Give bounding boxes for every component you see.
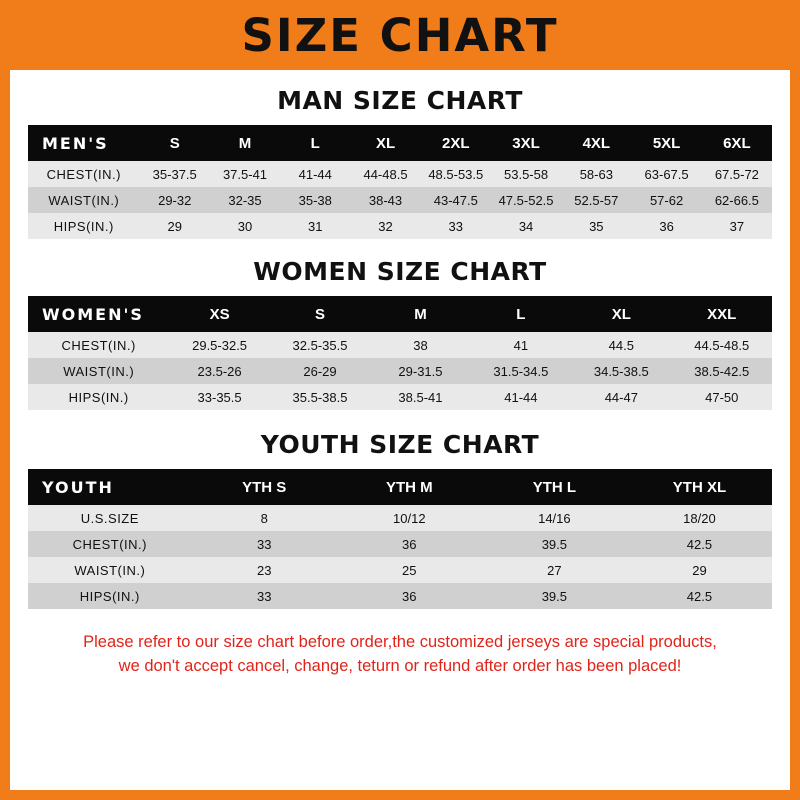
table-row [28,531,772,557]
table-corner-header: MEN'S [28,125,140,161]
page-title: SIZE CHART [241,8,559,62]
table-cell: 43-47.5 [433,192,478,208]
table-cell: 8 [260,510,268,526]
header-band [0,0,800,70]
table-cell: 44.5 [608,337,634,353]
table-cell: 34 [518,218,534,234]
footer-note-line1: Please refer to our size chart before order,the customized jerseys are special products, [83,633,717,651]
table-cell: 33-35.5 [197,389,242,405]
table-cell: 36 [402,588,417,604]
table-cell: 37 [729,218,745,234]
table-cell: 38 [413,337,428,353]
table-cell: 33 [256,536,272,552]
table-row-header: WAIST(IN.) [74,562,146,578]
table-column-header: XL [571,296,671,332]
women-size-table [28,296,772,410]
table-cell: 32 [378,218,393,234]
table-column-header: XL [350,125,420,161]
table-row-header: CHEST(IN.) [61,337,136,353]
table-cell: 39.5 [541,588,568,604]
table-column-header: S [270,296,370,332]
youth-size-table [28,469,772,609]
table-column-header: YTH XL [627,469,772,505]
table-cell: 27 [547,562,562,578]
table-column-header: 3XL [491,125,561,161]
women-table-body [28,332,772,410]
men-table-body [28,161,772,239]
table-row-header: CHEST(IN.) [46,166,121,182]
table-cell: 47-50 [705,389,739,405]
table-cell: 25 [402,562,417,578]
table-cell: 35.5-38.5 [292,389,348,405]
women-section-title: WOMEN SIZE CHART [253,257,547,286]
table-cell: 58-63 [579,166,613,182]
men-table-head [28,125,772,161]
table-column-header: 6XL [702,125,772,161]
table-row-header: U.S.SIZE [80,510,139,526]
table-cell: 38.5-41 [398,389,443,405]
table-cell: 38-43 [368,192,403,208]
table-column-header: 5XL [631,125,701,161]
table-cell: 41-44 [298,166,332,182]
footer-band [0,790,800,800]
table-column-header: XS [169,296,269,332]
table-cell: 44-48.5 [363,166,408,182]
table-row [28,557,772,583]
table-column-header: XXL [672,296,772,332]
table-cell: 39.5 [541,536,568,552]
table-cell: 42.5 [686,536,713,552]
table-cell: 29 [167,218,182,234]
table-row [28,187,772,213]
table-row-header: HIPS(IN.) [79,588,140,604]
table-row [28,358,772,384]
table-row [28,505,772,531]
table-cell: 30 [237,218,253,234]
table-column-header: L [471,296,571,332]
table-cell: 36 [659,218,674,234]
table-row [28,583,772,609]
table-corner-header: YOUTH [28,469,192,505]
table-cell: 63-67.5 [644,166,689,182]
table-cell: 29-32 [158,192,192,208]
table-cell: 14/16 [538,510,571,526]
table-column-header: YTH M [337,469,482,505]
table-row [28,384,772,410]
table-cell: 44.5-48.5 [694,337,750,353]
table-row [28,161,772,187]
table-cell: 34.5-38.5 [593,363,649,379]
table-cell: 23.5-26 [197,363,242,379]
table-cell: 57-62 [649,192,684,208]
table-cell: 67.5-72 [714,166,759,182]
table-cell: 35-38 [298,192,332,208]
table-header-row [28,296,772,332]
table-row [28,332,772,358]
table-cell: 47.5-52.5 [498,192,554,208]
table-row [28,213,772,239]
table-cell: 31.5-34.5 [493,363,549,379]
table-header-row [28,125,772,161]
table-cell: 29.5-32.5 [192,337,248,353]
table-column-header: YTH S [192,469,337,505]
table-cell: 35 [589,218,604,234]
table-column-header: S [140,125,210,161]
table-cell: 29-31.5 [398,363,443,379]
table-row-header: HIPS(IN.) [53,218,114,234]
table-cell: 36 [402,536,417,552]
table-column-header: M [370,296,470,332]
table-column-header: 2XL [421,125,491,161]
table-cell: 32.5-35.5 [292,337,348,353]
table-cell: 37.5-41 [222,166,268,182]
table-column-header: L [280,125,350,161]
table-cell: 35-37.5 [152,166,197,182]
table-cell: 44-47 [604,389,638,405]
table-cell: 10/12 [393,510,426,526]
table-cell: 26-29 [303,363,337,379]
table-cell: 48.5-53.5 [428,166,484,182]
table-cell: 33 [448,218,464,234]
table-cell: 52.5-57 [574,192,619,208]
table-cell: 32-35 [228,192,262,208]
table-row-header: HIPS(IN.) [68,389,129,405]
footer-note-line2: we don't accept cancel, change, teturn or refund after order has been placed! [118,656,682,675]
table-cell: 62-66.5 [714,192,759,208]
table-cell: 41-44 [504,389,538,405]
man-section-title: MAN SIZE CHART [277,86,523,115]
table-column-header: 4XL [561,125,631,161]
content-area [10,86,790,679]
men-size-table [28,125,772,239]
table-header-row [28,469,772,505]
table-cell: 18/20 [683,510,716,526]
table-cell: 29 [692,562,707,578]
table-cell: 42.5 [686,588,713,604]
table-cell: 33 [256,588,272,604]
table-cell: 23 [256,562,272,578]
table-row-header: CHEST(IN.) [72,536,147,552]
youth-section-title: YOUTH SIZE CHART [260,430,540,459]
youth-table-head [28,469,772,505]
youth-table-body [28,505,772,609]
table-row-header: WAIST(IN.) [48,192,120,208]
women-table-head [28,296,772,332]
footer-note [28,631,772,679]
table-row-header: WAIST(IN.) [63,363,135,379]
table-cell: 41 [513,337,529,353]
table-column-header: M [210,125,280,161]
table-cell: 53.5-58 [504,166,549,182]
table-corner-header: WOMEN'S [28,296,169,332]
table-cell: 38.5-42.5 [694,363,750,379]
table-cell: 31 [308,218,323,234]
table-column-header: YTH L [482,469,627,505]
